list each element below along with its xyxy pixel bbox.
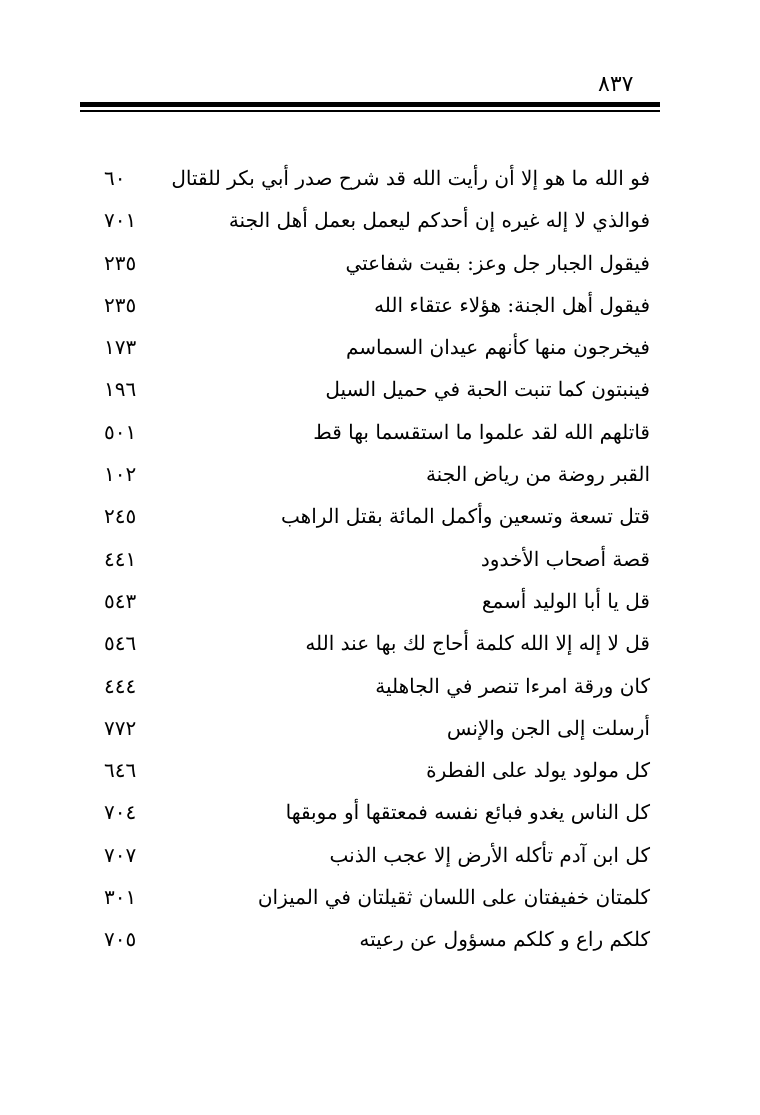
entry-text: القبر روضة من رياض الجنة [425,462,650,487]
entry-text: قل لا إله إلا الله كلمة أحاج لك بها عند الله [305,631,650,656]
entry-page-number: ٧٠٥ [104,927,137,952]
index-entry [90,921,650,963]
entry-page-number: ٥٤٦ [104,631,137,656]
index-entry [90,583,650,625]
index-entry [90,287,650,329]
index-entry [90,414,650,456]
entry-text: فيخرجون منها كأنهم عيدان السماسم [345,335,650,360]
index-entry [90,160,650,202]
entry-page-number: ١٧٣ [104,335,137,360]
index-entry [90,837,650,879]
entry-page-number: ٤٤٤ [104,673,137,698]
index-entry [90,668,650,710]
entry-text: كلمتان خفيفتان على اللسان ثقيلتان في الميزان [257,885,650,910]
page-number: ٨٣٧ [598,72,634,97]
index-entry [90,202,650,244]
entry-page-number: ٤٤١ [104,546,137,571]
index-entry [90,625,650,667]
entry-page-number: ٦٤٦ [104,758,137,783]
entry-page-number: ٢٣٥ [104,292,137,317]
header-rule-thin [80,110,660,112]
index-entry [90,498,650,540]
index-entry [90,541,650,583]
entry-text: كل مولود يولد على الفطرة [426,758,650,783]
entry-page-number: ٣٠١ [104,885,137,910]
index-entry [90,371,650,413]
index-entry [90,329,650,371]
index-list [90,160,650,964]
entry-text: قاتلهم الله لقد علموا ما استقسما بها قط [313,419,650,444]
entry-text: كل ابن آدم تأكله الأرض إلا عجب الذنب [329,842,650,867]
entry-text: أرسلت إلى الجن والإنس [446,715,650,740]
entry-text: فو الله ما هو إلا أن رأيت الله قد شرح صدر أبي بكر للقتال [171,166,650,190]
entry-text: كل الناس يغدو فبائع نفسه فمعتقها أو موبقها [285,800,650,825]
entry-text: فيقول أهل الجنة: هؤلاء عتقاء الله [374,292,650,317]
index-entry [90,752,650,794]
entry-text: قصة أصحاب الأخدود [480,546,650,571]
entry-page-number: ٧٠٧ [104,842,137,867]
header-rule-thick [80,102,660,107]
index-entry [90,456,650,498]
entry-page-number: ٢٤٥ [104,504,137,529]
entry-text: كان ورقة امرءا تنصر في الجاهلية [375,673,650,698]
entry-text: قل يا أبا الوليد أسمع [481,588,650,613]
index-entry [90,879,650,921]
entry-text: فوالذي لا إله غيره إن أحدكم ليعمل بعمل أهل الجنة [228,208,650,233]
entry-text: كلكم راع و كلكم مسؤول عن رعيته [359,927,650,952]
index-entry [90,710,650,752]
index-entry [90,794,650,836]
entry-page-number: ٦٠ [104,166,126,190]
entry-text: قتل تسعة وتسعين وأكمل المائة بقتل الراهب [281,504,650,529]
entry-page-number: ٧٠١ [104,208,137,233]
entry-page-number: ٢٣٥ [104,250,137,275]
entry-text: فينبتون كما تنبت الحبة في حميل السيل [325,377,650,402]
entry-page-number: ١٩٦ [104,377,137,402]
entry-page-number: ٧٧٢ [104,715,137,740]
index-entry [90,245,650,287]
entry-page-number: ٥٠١ [104,419,137,444]
entry-page-number: ٧٠٤ [104,800,137,825]
entry-page-number: ١٠٢ [104,462,137,487]
entry-page-number: ٥٤٣ [104,588,137,613]
entry-text: فيقول الجبار جل وعز: بقيت شفاعتي [345,250,650,275]
